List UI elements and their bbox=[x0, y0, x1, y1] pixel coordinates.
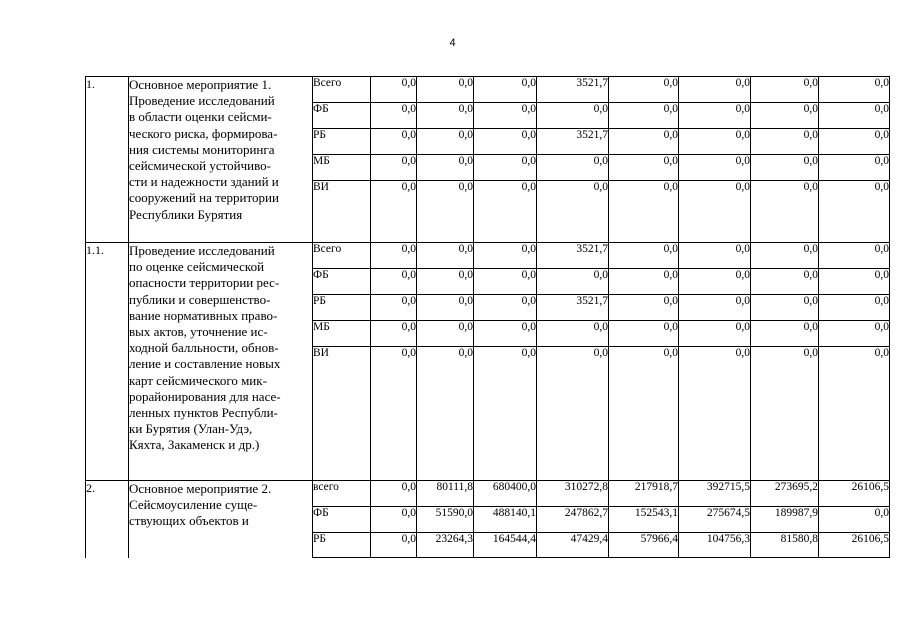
year-value-cell: 164544,4 bbox=[474, 533, 537, 558]
year-value-cell: 0,0 bbox=[371, 243, 417, 269]
year-value-cell: 0,0 bbox=[609, 129, 679, 155]
year-value-cell: 0,0 bbox=[417, 347, 474, 481]
funding-source-label: ВИ bbox=[313, 347, 371, 481]
year-value-cell: 0,0 bbox=[371, 129, 417, 155]
budget-table-body bbox=[86, 77, 890, 558]
item-name-line: ходной балльности, обнов- bbox=[129, 340, 279, 356]
item-name-line: в области оценки сейсми- bbox=[129, 109, 272, 125]
year-value-cell: 0,0 bbox=[751, 129, 819, 155]
year-value-cell: 0,0 bbox=[819, 129, 890, 155]
year-value-cell: 0,0 bbox=[819, 321, 890, 347]
funding-source-label: Всего bbox=[313, 77, 371, 103]
year-value-cell: 0,0 bbox=[679, 155, 751, 181]
year-value-cell: 104756,3 bbox=[679, 533, 751, 558]
item-name-line: сти и надежности зданий и bbox=[129, 174, 279, 190]
item-name-line: Основное мероприятие 1. bbox=[129, 77, 272, 92]
year-value-cell: 81580,8 bbox=[751, 533, 819, 558]
budget-table bbox=[85, 76, 890, 558]
year-value-cell: 0,0 bbox=[679, 269, 751, 295]
year-value-cell: 0,0 bbox=[679, 129, 751, 155]
year-value-cell: 275674,5 bbox=[679, 507, 751, 533]
funding-source-label: ФБ bbox=[313, 103, 371, 129]
year-value-cell: 3521,7 bbox=[537, 129, 609, 155]
year-value-cell: 0,0 bbox=[474, 129, 537, 155]
year-value-cell: 0,0 bbox=[474, 295, 537, 321]
year-value-cell: 3521,7 bbox=[537, 295, 609, 321]
year-value-cell: 0,0 bbox=[609, 77, 679, 103]
year-value-cell: 0,0 bbox=[537, 181, 609, 243]
table-row bbox=[86, 481, 890, 507]
year-value-cell: 0,0 bbox=[679, 243, 751, 269]
item-name-line: Кяхта, Закаменск и др.) bbox=[129, 437, 260, 453]
year-value-cell: 3521,7 bbox=[537, 77, 609, 103]
table-row bbox=[86, 243, 890, 269]
year-value-cell: 680400,0 bbox=[474, 481, 537, 507]
year-value-cell: 0,0 bbox=[751, 321, 819, 347]
year-value-cell: 488140,1 bbox=[474, 507, 537, 533]
year-value-cell: 217918,7 bbox=[609, 481, 679, 507]
funding-source-label: МБ bbox=[313, 155, 371, 181]
year-value-cell: 0,0 bbox=[371, 155, 417, 181]
year-value-cell: 0,0 bbox=[609, 103, 679, 129]
item-name bbox=[129, 243, 313, 481]
item-name bbox=[129, 481, 313, 558]
year-value-cell: 0,0 bbox=[474, 181, 537, 243]
year-value-cell: 0,0 bbox=[819, 269, 890, 295]
year-value-cell: 0,0 bbox=[371, 103, 417, 129]
year-value-cell: 0,0 bbox=[417, 77, 474, 103]
year-value-cell: 0,0 bbox=[751, 77, 819, 103]
item-name-line: карт сейсмического мик- bbox=[129, 372, 267, 388]
item-name-line: Сейсмоусиление суще- bbox=[129, 497, 258, 513]
year-value-cell: 0,0 bbox=[537, 269, 609, 295]
year-value-cell: 0,0 bbox=[609, 181, 679, 243]
item-name-line: ческого риска, формирова- bbox=[129, 125, 278, 141]
item-name-line: по оценке сейсмической bbox=[129, 259, 265, 275]
funding-source-label: Всего bbox=[313, 243, 371, 269]
year-value-cell: 0,0 bbox=[371, 347, 417, 481]
year-value-cell: 0,0 bbox=[371, 321, 417, 347]
year-value-cell: 0,0 bbox=[819, 507, 890, 533]
year-value-cell: 0,0 bbox=[474, 269, 537, 295]
year-value-cell: 0,0 bbox=[417, 181, 474, 243]
year-value-cell: 0,0 bbox=[537, 103, 609, 129]
year-value-cell: 0,0 bbox=[474, 155, 537, 181]
year-value-cell: 0,0 bbox=[609, 295, 679, 321]
year-value-cell: 0,0 bbox=[537, 347, 609, 481]
year-value-cell: 0,0 bbox=[417, 129, 474, 155]
year-value-cell: 0,0 bbox=[751, 103, 819, 129]
funding-source-label: РБ bbox=[313, 533, 371, 558]
item-name-line: ствующих объектов и bbox=[129, 513, 249, 529]
year-value-cell: 0,0 bbox=[679, 321, 751, 347]
year-value-cell: 0,0 bbox=[609, 269, 679, 295]
year-value-cell: 0,0 bbox=[751, 295, 819, 321]
item-number: 1.1. bbox=[86, 243, 129, 481]
year-value-cell: 0,0 bbox=[751, 347, 819, 481]
page-number: 4 bbox=[449, 37, 456, 49]
year-value-cell: 0,0 bbox=[819, 347, 890, 481]
year-value-cell: 0,0 bbox=[417, 321, 474, 347]
item-name-line: вание нормативных право- bbox=[129, 307, 278, 323]
year-value-cell: 3521,7 bbox=[537, 243, 609, 269]
item-name-line: вых актов, уточнение ис- bbox=[129, 324, 268, 340]
year-value-cell: 0,0 bbox=[819, 103, 890, 129]
year-value-cell: 247862,7 bbox=[537, 507, 609, 533]
year-value-cell: 0,0 bbox=[609, 243, 679, 269]
funding-source-label: РБ bbox=[313, 129, 371, 155]
year-value-cell: 0,0 bbox=[819, 77, 890, 103]
year-value-cell: 57966,4 bbox=[609, 533, 679, 558]
year-value-cell: 0,0 bbox=[679, 295, 751, 321]
item-name-line: Проведение исследований bbox=[129, 93, 275, 109]
year-value-cell: 0,0 bbox=[371, 481, 417, 507]
year-value-cell: 0,0 bbox=[474, 243, 537, 269]
year-value-cell: 0,0 bbox=[474, 321, 537, 347]
year-value-cell: 0,0 bbox=[609, 155, 679, 181]
year-value-cell: 47429,4 bbox=[537, 533, 609, 558]
year-value-cell: 0,0 bbox=[537, 321, 609, 347]
year-value-cell: 0,0 bbox=[417, 243, 474, 269]
year-value-cell: 26106,5 bbox=[819, 533, 890, 558]
item-name-line: ленных пунктов Республи- bbox=[129, 405, 278, 421]
year-value-cell: 152543,1 bbox=[609, 507, 679, 533]
item-name-line: рорайонирования для насе- bbox=[129, 388, 281, 404]
year-value-cell: 0,0 bbox=[819, 155, 890, 181]
year-value-cell: 0,0 bbox=[371, 507, 417, 533]
year-value-cell: 0,0 bbox=[679, 181, 751, 243]
funding-source-label: ВИ bbox=[313, 181, 371, 243]
year-value-cell: 0,0 bbox=[679, 347, 751, 481]
item-number: 1. bbox=[86, 77, 129, 243]
funding-source-label: всего bbox=[313, 481, 371, 507]
year-value-cell: 0,0 bbox=[819, 295, 890, 321]
year-value-cell: 0,0 bbox=[417, 155, 474, 181]
year-value-cell: 0,0 bbox=[819, 181, 890, 243]
year-value-cell: 0,0 bbox=[751, 155, 819, 181]
year-value-cell: 0,0 bbox=[751, 243, 819, 269]
year-value-cell: 0,0 bbox=[751, 181, 819, 243]
year-value-cell: 0,0 bbox=[609, 321, 679, 347]
year-value-cell: 0,0 bbox=[371, 181, 417, 243]
year-value-cell: 0,0 bbox=[371, 533, 417, 558]
item-name-line: Республики Бурятия bbox=[129, 206, 243, 222]
year-value-cell: 0,0 bbox=[751, 269, 819, 295]
year-value-cell: 0,0 bbox=[679, 103, 751, 129]
year-value-cell: 0,0 bbox=[474, 103, 537, 129]
year-value-cell: 0,0 bbox=[371, 77, 417, 103]
item-name-line: публики и совершенство- bbox=[129, 291, 271, 307]
item-name-line: ния системы мониторинга bbox=[129, 141, 275, 157]
year-value-cell: 0,0 bbox=[474, 347, 537, 481]
item-name-line: сейсмической устойчиво- bbox=[129, 158, 271, 174]
year-value-cell: 0,0 bbox=[417, 269, 474, 295]
item-name-line: опасности территории рес- bbox=[129, 275, 280, 291]
year-value-cell: 23264,3 bbox=[417, 533, 474, 558]
funding-source-label: МБ bbox=[313, 321, 371, 347]
item-name-line: Проведение исследований bbox=[129, 243, 275, 258]
year-value-cell: 0,0 bbox=[371, 295, 417, 321]
funding-source-label: ФБ bbox=[313, 507, 371, 533]
year-value-cell: 273695,2 bbox=[751, 481, 819, 507]
item-name-line: ки Бурятия (Улан-Удэ, bbox=[129, 421, 253, 437]
item-name bbox=[129, 77, 313, 243]
item-name-line: ление и составление новых bbox=[129, 356, 281, 372]
year-value-cell: 80111,8 bbox=[417, 481, 474, 507]
year-value-cell: 0,0 bbox=[417, 103, 474, 129]
year-value-cell: 0,0 bbox=[537, 155, 609, 181]
year-value-cell: 0,0 bbox=[371, 269, 417, 295]
year-value-cell: 0,0 bbox=[679, 77, 751, 103]
item-number: 2. bbox=[86, 481, 129, 558]
year-value-cell: 0,0 bbox=[819, 243, 890, 269]
funding-source-label: РБ bbox=[313, 295, 371, 321]
year-value-cell: 189987,9 bbox=[751, 507, 819, 533]
year-value-cell: 392715,5 bbox=[679, 481, 751, 507]
item-name-line: сооружений на территории bbox=[129, 190, 279, 206]
table-row bbox=[86, 77, 890, 103]
year-value-cell: 0,0 bbox=[609, 347, 679, 481]
year-value-cell: 0,0 bbox=[474, 77, 537, 103]
funding-source-label: ФБ bbox=[313, 269, 371, 295]
year-value-cell: 0,0 bbox=[417, 295, 474, 321]
year-value-cell: 51590,0 bbox=[417, 507, 474, 533]
year-value-cell: 310272,8 bbox=[537, 481, 609, 507]
item-name-line: Основное мероприятие 2. bbox=[129, 481, 272, 496]
year-value-cell: 26106,5 bbox=[819, 481, 890, 507]
